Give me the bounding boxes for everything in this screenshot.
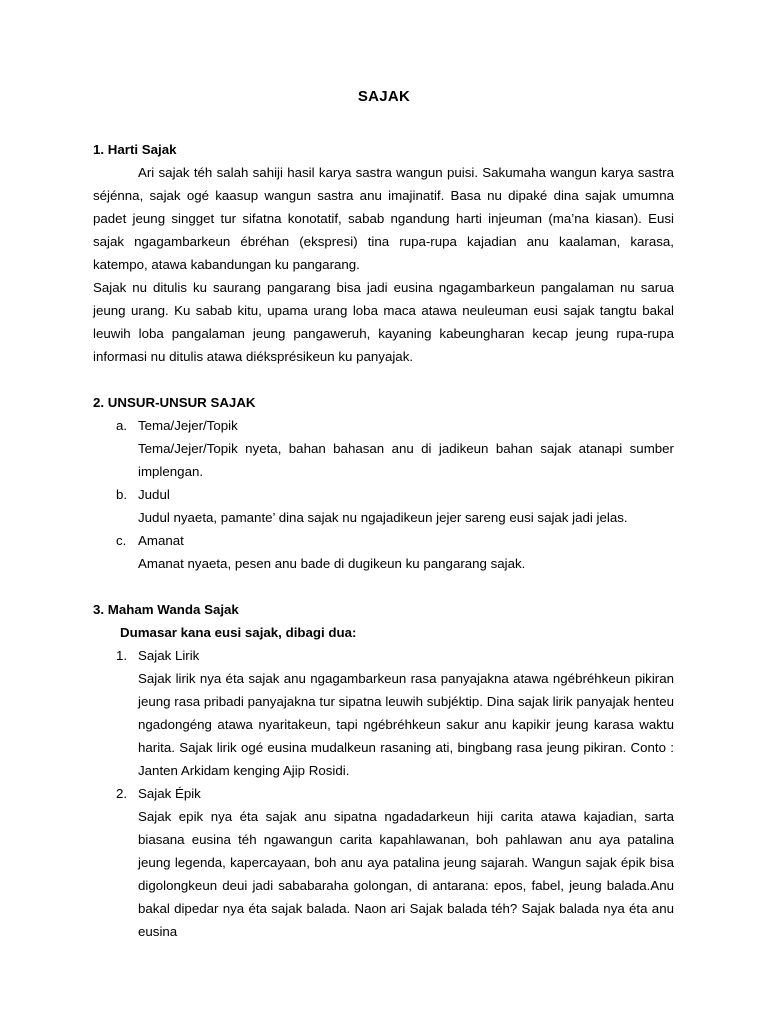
page-title: SAJAK [357, 88, 411, 105]
list-marker: b. [116, 487, 128, 502]
list-marker: 2. [116, 786, 128, 801]
list-item-label: Amanat [138, 533, 184, 548]
list-item-body: Sajak epik nya éta sajak anu sipatna ngadadarkeun hiji carita atawa kajadian, sarta biasana eusina téh ngawangun carita kapahlawanan, boh pahlawan anu aya patalina jeung legenda, kapercayaan, boh anu aya patalina jeung sajarah. Wangun sajak épik bisa digolongkeun deui jadi sababaraha golongan, di antarana: epos, fabel, jeung balada.Anu bakal dipedar nya éta sajak balada. Naon ari Sajak balada téh? Sajak balada nya éta anu eusina [138, 809, 674, 939]
document-body [93, 138, 674, 943]
list-item-label: Judul [138, 487, 170, 502]
list-item-body: Sajak lirik nya éta sajak anu ngagambarkeun rasa panyajakna atawa ngébréhkeun pikiran jeung rasa pribadi panyajakna tur sipatna leuwih subjéktip. Dina sajak lirik panyajak henteu ngadongéng atawa nyaritakeun, tapi ngébréhkeun sakur anu kapikir jeung karasa waktu harita. Sajak lirik ogé eusina mudalkeun rasaning ati, bingbang rasa jeung pikiran. Conto : Janten Arkidam kenging Ajip Rosidi. [138, 671, 674, 778]
list-marker: 1. [116, 648, 128, 663]
list-marker: c. [116, 533, 127, 548]
section-heading-maham-wanda-sajak: 3. Maham Wanda Sajak [93, 602, 239, 617]
section-heading-harti-sajak: 1. Harti Sajak [93, 142, 177, 157]
list-item-sajak-epik [93, 782, 674, 805]
paragraph-harti-sajak-1: Ari sajak téh salah sahiji hasil karya sastra wangun puisi. Sakumaha wangun karya sastra séjénna, sajak ogé kaasup wangun sastra anu imajinatif. Basa nu dipaké dina sajak umumna padet jeung singget tur sifatna konotatif, sabab ngandung harti injeuman (ma’na kiasan). Eusi sajak ngagambarkeun ébréhan (ekspresi) tina rupa-rupa kajadian anu kaalaman, karasa, katempo, atawa kabandungan ku pangarang. [93, 165, 674, 272]
list-marker: a. [116, 418, 128, 433]
list-item-label: Sajak Épik [138, 786, 201, 801]
section-subheading: Dumasar kana eusi sajak, dibagi dua: [120, 625, 357, 640]
paragraph-harti-sajak-2: Sajak nu ditulis ku saurang pangarang bisa jadi eusina ngagambarkeun pangalaman nu sarua jeung urang. Ku sabab kitu, upama urang loba maca atawa neuleuman eusi sajak tangtu bakal leuwih loba pangalaman jeung pangaweruh, kayaning kabeungharan kecap jeung rupa-rupa informasi nu ditulis atawa diéksprésikeun ku panyajak. [93, 280, 674, 364]
list-item-body: Tema/Jejer/Topik nyeta, bahan bahasan anu di jadikeun bahan sajak atanapi sumber implengan. [138, 441, 674, 479]
list-item-label: Tema/Jejer/Topik [138, 418, 238, 433]
spacer [93, 575, 674, 598]
list-item-body: Judul nyaeta, pamante’ dina sajak nu ngajadikeun jejer sareng eusi sajak jadi jelas. [138, 510, 628, 525]
spacer [93, 368, 674, 391]
list-item-sajak-lirik [93, 644, 674, 667]
section-heading-unsur-sajak: 2. UNSUR-UNSUR SAJAK [93, 395, 256, 410]
list-item-tema [93, 414, 674, 437]
list-item-judul [93, 483, 674, 506]
list-item-amanat [93, 529, 674, 552]
list-item-body: Amanat nyaeta, pesen anu bade di dugikeun ku pangarang sajak. [138, 556, 526, 571]
list-item-label: Sajak Lirik [138, 648, 200, 663]
